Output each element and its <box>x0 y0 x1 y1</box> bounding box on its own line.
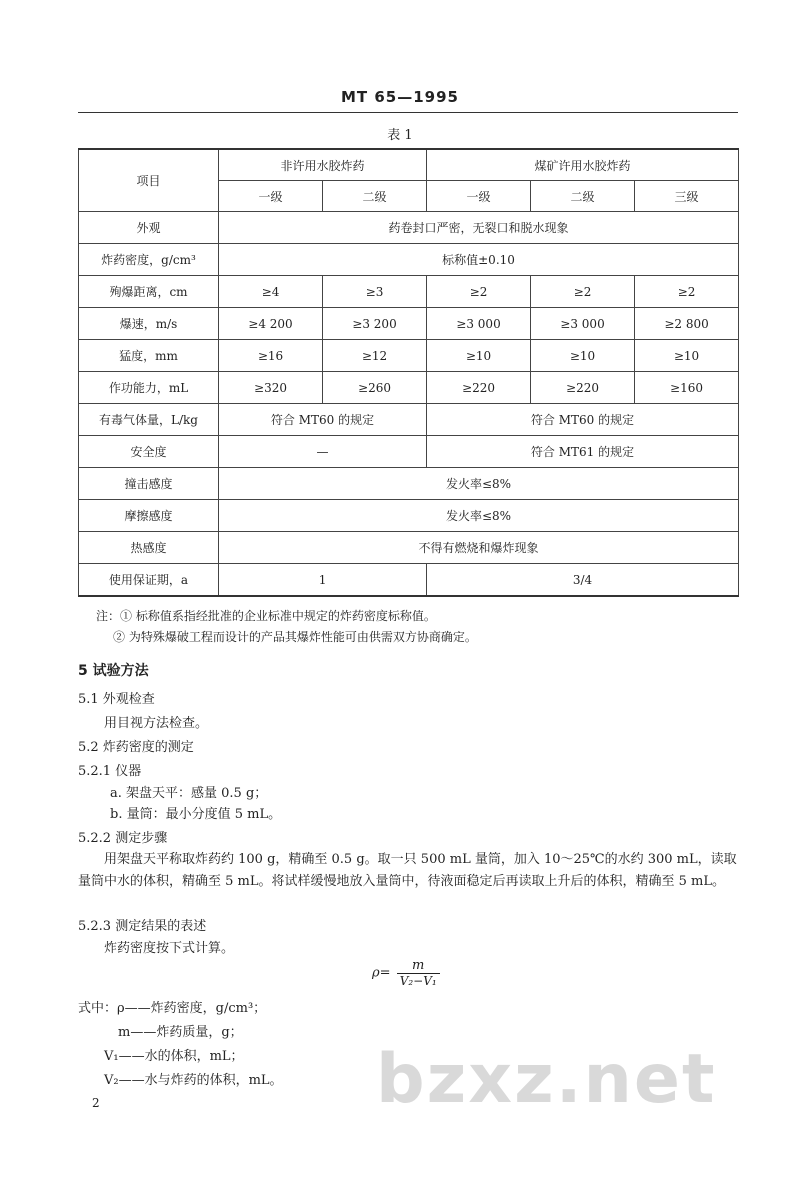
cell-merged: 标称值±0.10 <box>219 244 739 276</box>
subsection-heading: 5.2.3 测定结果的表述 <box>78 919 207 934</box>
standard-header: MT 65—1995 <box>340 88 459 106</box>
table-cell: ≥4 <box>219 276 323 308</box>
subsection-heading: 5.2 炸药密度的测定 <box>78 740 194 755</box>
group-header-non-permitted: 非许用水胶炸药 <box>219 149 427 181</box>
subsection-heading: 5.2.1 仪器 <box>78 764 142 779</box>
table-cell: ≥260 <box>323 372 427 404</box>
grade-header: 二级 <box>531 181 635 212</box>
cell-merged: 药卷封口严密，无裂口和脱水现象 <box>219 212 739 244</box>
table-row <box>79 436 739 468</box>
table-notes <box>96 606 477 648</box>
cell-right-group: 符合 MT60 的规定 <box>427 404 739 436</box>
table-cell: ≥320 <box>219 372 323 404</box>
table-cell: ≥2 <box>427 276 531 308</box>
row-label: 有毒气体量，L/kg <box>79 404 219 436</box>
section-heading: 5 试验方法 <box>78 663 149 679</box>
list-item: a. 架盘天平：感量 0.5 g； <box>110 786 268 801</box>
table-cell: ≥16 <box>219 340 323 372</box>
table-cell: ≥220 <box>531 372 635 404</box>
note-line: 注：① 标称值系指经批准的企业标准中规定的炸药密度标称值。 <box>96 609 436 623</box>
formula-denominator: V₂−V₁ <box>399 974 437 988</box>
row-label: 撞击感度 <box>79 468 219 500</box>
table-caption: 表 1 <box>387 128 413 143</box>
table-row <box>79 372 739 404</box>
formula-legend: V₁——水的体积，mL； <box>104 1049 244 1064</box>
cell-left-group: 符合 MT60 的规定 <box>219 404 427 436</box>
procedure-paragraph: 用架盘天平称取炸药约 100 g，精确至 0.5 g。取一只 500 mL 量筒，加入 10～25℃的水约 300 mL，读取量筒中水的体积，精确至 5 mL。将试样缓慢地放入量筒中，待液面稳定后再读取上升后的体积，精确至 5 mL。 <box>78 852 737 889</box>
table-cell: ≥4 200 <box>219 308 323 340</box>
cell-left-group: 1 <box>219 564 427 597</box>
grade-header: 三级 <box>635 181 739 212</box>
col-item-header: 项目 <box>79 149 219 212</box>
table-cell: ≥10 <box>635 340 739 372</box>
row-label: 殉爆距离，cm <box>79 276 219 308</box>
row-label: 作功能力，mL <box>79 372 219 404</box>
note-line: ② 为特殊爆破工程而设计的产品其爆炸性能可由供需双方协商确定。 <box>113 630 477 644</box>
table-cell: ≥2 800 <box>635 308 739 340</box>
row-label: 使用保证期，a <box>79 564 219 597</box>
cell-merged: 发火率≤8% <box>219 468 739 500</box>
body-text: 炸药密度按下式计算。 <box>104 941 235 956</box>
table-cell: ≥12 <box>323 340 427 372</box>
formula-lhs: ρ= <box>372 965 391 981</box>
table-row <box>79 564 739 597</box>
formula-fraction <box>397 958 440 988</box>
row-label: 猛度，mm <box>79 340 219 372</box>
formula-legend: 式中：ρ——炸药密度，g/cm³； <box>78 1001 267 1016</box>
grade-header: 二级 <box>323 181 427 212</box>
formula-legend: V₂——水与炸药的体积，mL。 <box>104 1073 283 1088</box>
table-cell: ≥10 <box>531 340 635 372</box>
row-label: 热感度 <box>79 532 219 564</box>
subsection-heading: 5.2.2 测定步骤 <box>78 831 168 846</box>
cell-right-group: 3/4 <box>427 564 739 597</box>
table-row <box>79 404 739 436</box>
table-row <box>79 212 739 244</box>
table-cell: ≥10 <box>427 340 531 372</box>
table-cell: ≥3 200 <box>323 308 427 340</box>
header-rule <box>78 112 738 113</box>
table-row <box>79 468 739 500</box>
grade-header: 一级 <box>427 181 531 212</box>
cell-left-group: — <box>219 436 427 468</box>
body-text: 用目视方法检查。 <box>104 716 209 731</box>
table-cell: ≥2 <box>531 276 635 308</box>
page-number: 2 <box>92 1096 100 1110</box>
table-cell: ≥3 <box>323 276 427 308</box>
density-formula <box>372 958 440 988</box>
table-row <box>79 340 739 372</box>
table-cell: ≥3 000 <box>427 308 531 340</box>
row-label: 外观 <box>79 212 219 244</box>
grade-header: 一级 <box>219 181 323 212</box>
row-label: 爆速，m/s <box>79 308 219 340</box>
list-item: b. 量筒：最小分度值 5 mL。 <box>110 807 282 822</box>
cell-merged: 不得有燃烧和爆炸现象 <box>219 532 739 564</box>
subsection-heading: 5.1 外观检查 <box>78 692 155 707</box>
table-row <box>79 532 739 564</box>
table-cell: ≥220 <box>427 372 531 404</box>
formula-legend: m——炸药质量，g； <box>118 1025 243 1040</box>
spec-table <box>78 148 739 597</box>
table-row <box>79 308 739 340</box>
table-cell: ≥3 000 <box>531 308 635 340</box>
row-label: 摩擦感度 <box>79 500 219 532</box>
table-row <box>79 244 739 276</box>
watermark-logo: bzxz.net <box>376 1040 717 1119</box>
cell-merged: 发火率≤8% <box>219 500 739 532</box>
cell-right-group: 符合 MT61 的规定 <box>427 436 739 468</box>
table-row <box>79 276 739 308</box>
table-cell: ≥160 <box>635 372 739 404</box>
row-label: 炸药密度，g/cm³ <box>79 244 219 276</box>
table-cell: ≥2 <box>635 276 739 308</box>
table-row <box>79 500 739 532</box>
formula-numerator: m <box>397 958 440 974</box>
row-label: 安全度 <box>79 436 219 468</box>
group-header-coal-mine: 煤矿许用水胶炸药 <box>427 149 739 181</box>
